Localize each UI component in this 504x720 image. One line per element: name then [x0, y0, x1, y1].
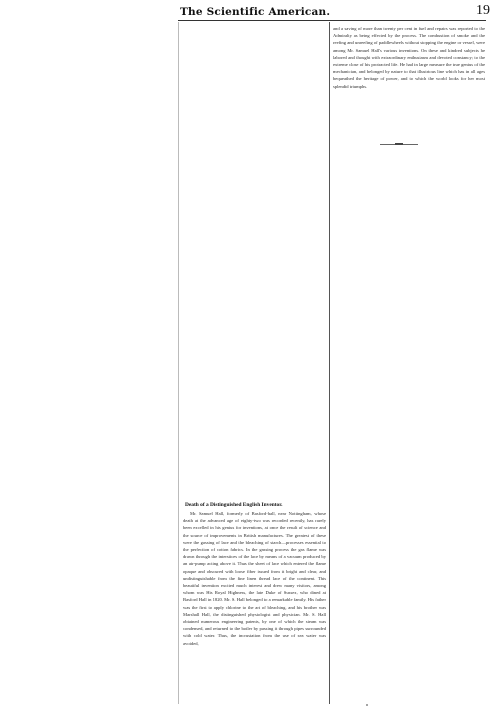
header-rule [178, 20, 486, 21]
article [183, 501, 326, 647]
article-body: Mr. Samuel Hall, formerly of Basford-hall, near Nottingham, whose death at the advanced age of eighty-two was recorded recently, has rarely been excelled in his genius for inventions, at once the result of science and the source of improvements in British manufactures. The greatest of these were the gassing of lace and the bleaching of starch—processes essential to the perfection of cotton fabrics. In the gassing process the gas flame was drawn through the interstices of the lace by means of a vacuum produced by an air-pump acting above it. Thus the sheet of lace which entered the flame opaque and obscured with loose fiber issued from it bright and clear, and undistinguishable from the fine linen thread lace of the continent. This beautiful invention excited much interest and drew many visitors, among whom was His Royal Highness, the late Duke of Sussex, who dined at Basford Hall in 1820. Mr. S. Hall belonged to a remarkable family. His father was the first to apply chlorine to the art of bleaching, and his brother was Marshall Hall, the distinguished physiologist and physician. Mr. S. Hall obtained numerous engineering patents, by one of which the steam was condensed, and returned to the boiler by passing it through pipes surrounded with cold water. Thus, the incrustation from the use of sea water was avoided, [183, 511, 326, 646]
article-end-mark [380, 144, 418, 145]
right-column-text: and a saving of more than twenty per cent in fuel and repairs was reported to the Admiralty as being effected by the process. The combustion of smoke and the reefing and unreefing of paddlewheels without stopping the engine or vessel, were among Mr. Samuel Hall's various inventions. On these and kindred subjects he labored and thought with extraordinary enthusiasm and devoted constancy; to the extreme close of his protracted life. He had in large measure the true genius of the mechanician, and belonged by nature to that illustrious line which has in all ages bequeathed the heritage of power, and to which the world looks for her most splendid triumphs. [333, 26, 485, 89]
article-title: Death of a Distinguished English Inventor. [185, 502, 283, 508]
page-number: 19 [476, 3, 490, 18]
column-rule-left [178, 22, 179, 704]
column-rule [329, 22, 330, 704]
masthead: The Scientific American. [180, 6, 331, 18]
ink-smudge [366, 704, 368, 706]
